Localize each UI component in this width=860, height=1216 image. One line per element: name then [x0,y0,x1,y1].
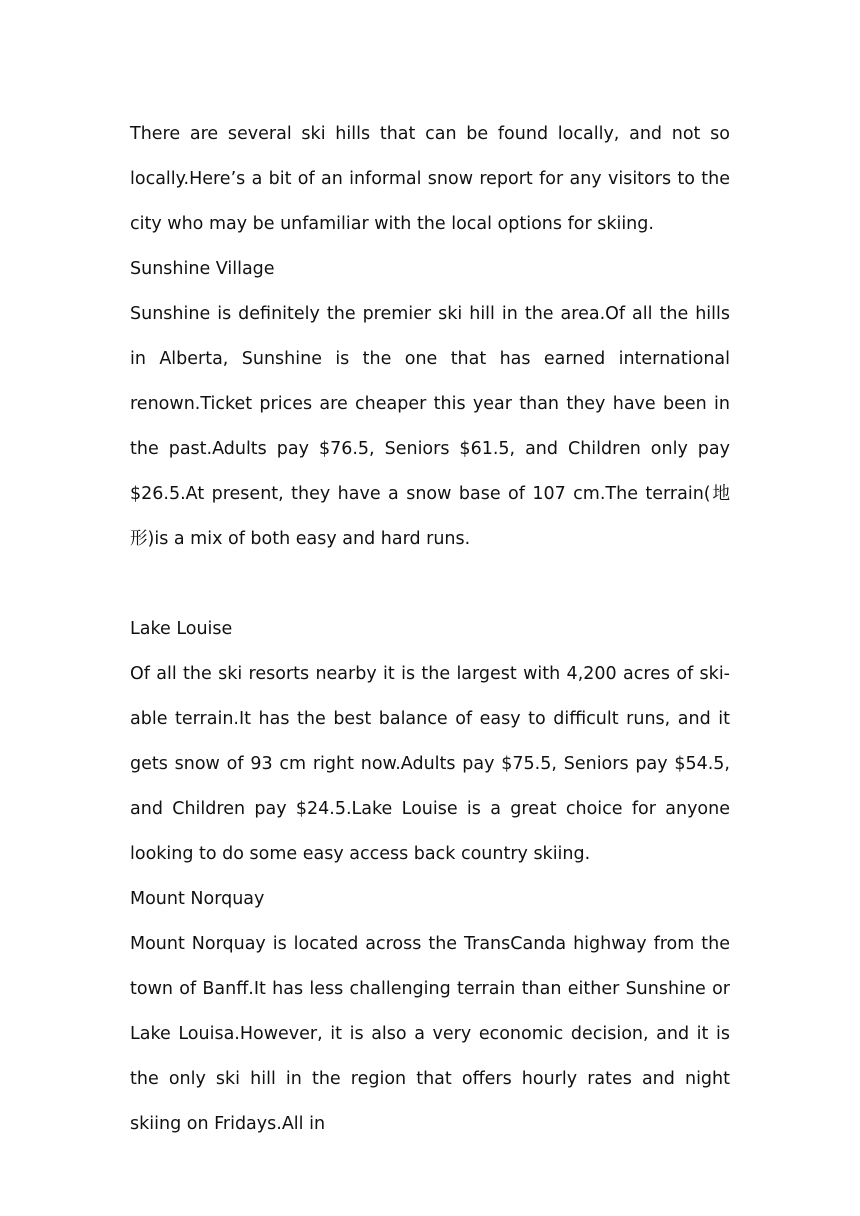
section-heading-mount-norquay: Mount Norquay [130,889,265,909]
document-body [130,112,730,1147]
section-body-lake-louise: Of all the ski resorts nearby it is the largest with 4,200 acres of ski-able terrain.It has the best balance of easy to difficult runs, and it gets snow of 93 cm right now.Adults pay $75.5, Seniors pay $54.5, and Children pay $24.5.Lake Louise is a great choice for anyone looking to do some easy access back country skiing. [130,664,730,864]
section-heading-sunshine-village: Sunshine Village [130,259,275,279]
blank-line [130,562,730,607]
intro-paragraph: There are several ski hills that can be found locally, and not so locally.Here’s a bit of an informal snow report for any visitors to the city who may be unfamiliar with the local options for skiing. [130,124,730,234]
section-heading-lake-louise: Lake Louise [130,619,233,639]
section-body-mount-norquay: Mount Norquay is located across the TransCanda highway from the town of Banff.It has less challenging terrain than either Sunshine or Lake Louisa.However, it is also a very economic decision, and it is the only ski hill in the region that offers hourly rates and night skiing on Fridays.All in [130,934,730,1134]
section-body-sunshine-village: Sunshine is definitely the premier ski hill in the area.Of all the hills in Alberta, Sunshine is the one that has earned international renown.Ticket prices are cheaper this year than they have been in the past.Adults pay $76.5, Seniors $61.5, and Children only pay $26.5.At present, they have a snow base of 107 cm.The terrain(地形)is a mix of both easy and hard runs. [130,304,730,549]
